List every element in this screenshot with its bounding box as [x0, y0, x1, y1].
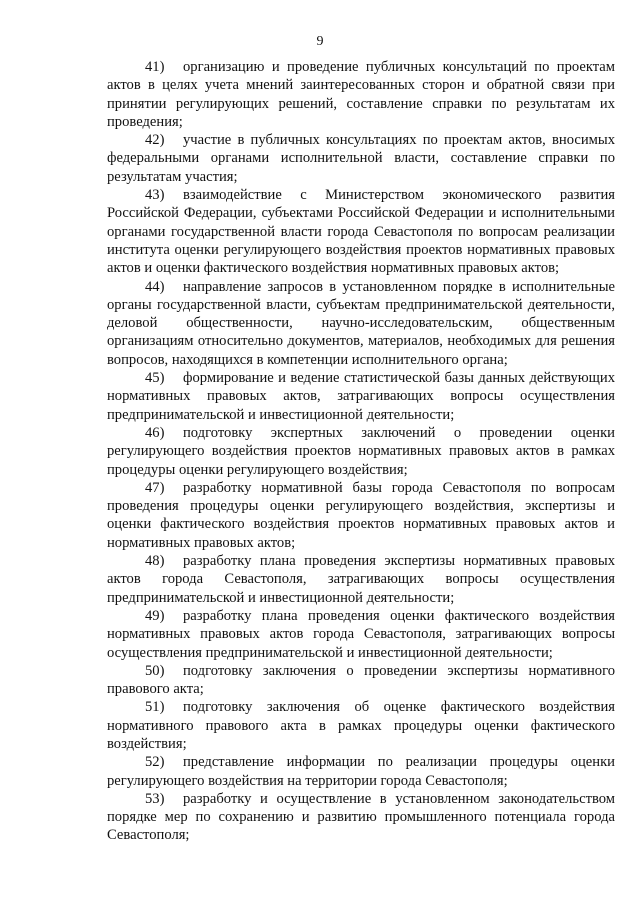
- item-text: организацию и проведение публичных консультаций по проектам актов в целях учета мнений заинтересованных сторон и обратной связи при принятии регулирующих решений, составление справки по результатам их проведения;: [107, 59, 615, 130]
- list-item: [107, 131, 615, 186]
- list-item: [107, 58, 615, 131]
- item-text: представление информации по реализации процедуры оценки регулирующего воздействия на территории города Севастополя;: [107, 754, 615, 789]
- item-number: 49): [145, 607, 165, 624]
- item-text: формирование и ведение статистической базы данных действующих нормативных правовых актов, затрагивающих вопросы осуществления предпринимательской и инвестиционной деятельности;: [107, 370, 615, 423]
- item-text: подготовку заключения об оценке фактического воздействия нормативного правового акта в рамках процедуры оценки фактического воздействия;: [107, 699, 615, 752]
- item-number: 45): [145, 370, 165, 387]
- item-text: разработку плана проведения оценки фактического воздействия нормативных правовых актов города Севастополя, затрагивающих вопросы осуществления предпринимательской и инвестиционной деятельности;: [107, 607, 615, 661]
- list-item: [107, 607, 615, 662]
- list-item: [107, 698, 615, 753]
- list-item: [107, 662, 615, 699]
- list-item: [107, 369, 615, 424]
- page-number: 9: [316, 34, 324, 49]
- list-item: [107, 753, 615, 790]
- item-number: 48): [145, 553, 165, 570]
- item-number: 42): [145, 132, 165, 149]
- item-text: участие в публичных консультациях по проектам актов, вносимых федеральными органами исполнительной власти, составление справки по результатам участия;: [107, 132, 615, 185]
- item-number: 52): [145, 754, 165, 771]
- item-text: разработку плана проведения экспертизы нормативных правовых актов города Севастополя, затрагивающих вопросы осуществления предпринимательской и инвестиционной деятельности;: [107, 553, 615, 606]
- item-number: 43): [145, 187, 165, 204]
- item-number: 44): [145, 278, 165, 295]
- item-text: взаимодействие с Министерством экономического развития Российской Федерации, субъектами Российской Федерации и исполнительными органами государственной власти города Севастополя по вопросам реализации института оценки регулирующего воздействия проектов нормативных правовых актов и оценки фактического воздействия нормативных правовых актов;: [107, 187, 615, 277]
- list-item: [107, 424, 615, 479]
- list-item: [107, 186, 615, 277]
- item-text: разработку нормативной базы города Севастополя по вопросам проведения процедуры оценки регулирующего воздействия, экспертизы и оценки фактического воздействия проектов нормативных правовых актов и нормативных правовых актов;: [107, 479, 615, 551]
- item-text: разработку и осуществление в установленном законодательством порядке мер по сохранению и развитию промышленного потенциала города Севастополя;: [107, 790, 615, 844]
- list-item: [107, 479, 615, 552]
- list-item: [107, 552, 615, 607]
- list-item: [107, 278, 615, 369]
- list-item: [107, 790, 615, 845]
- item-number: 53): [145, 790, 165, 807]
- item-text: подготовку заключения о проведении экспертизы нормативного правового акта;: [107, 662, 615, 698]
- item-text: подготовку экспертных заключений о проведении оценки регулирующего воздействия проектов нормативных правовых актов в рамках процедуры оценки регулирующего воздействия;: [107, 424, 615, 478]
- item-number: 46): [145, 424, 165, 441]
- document-body: [107, 58, 615, 845]
- item-text: направление запросов в установленном порядке в исполнительные органы государственной власти, субъектам предпринимательской деятельности, деловой общественности, научно-исследовательским, общественным организациям относительно документов, материалов, необходимых для решения вопросов, находящихся в компетенции исполнительного органа;: [107, 278, 615, 368]
- item-number: 50): [145, 662, 165, 679]
- item-number: 51): [145, 699, 165, 716]
- item-number: 47): [145, 479, 165, 496]
- item-number: 41): [145, 59, 165, 75]
